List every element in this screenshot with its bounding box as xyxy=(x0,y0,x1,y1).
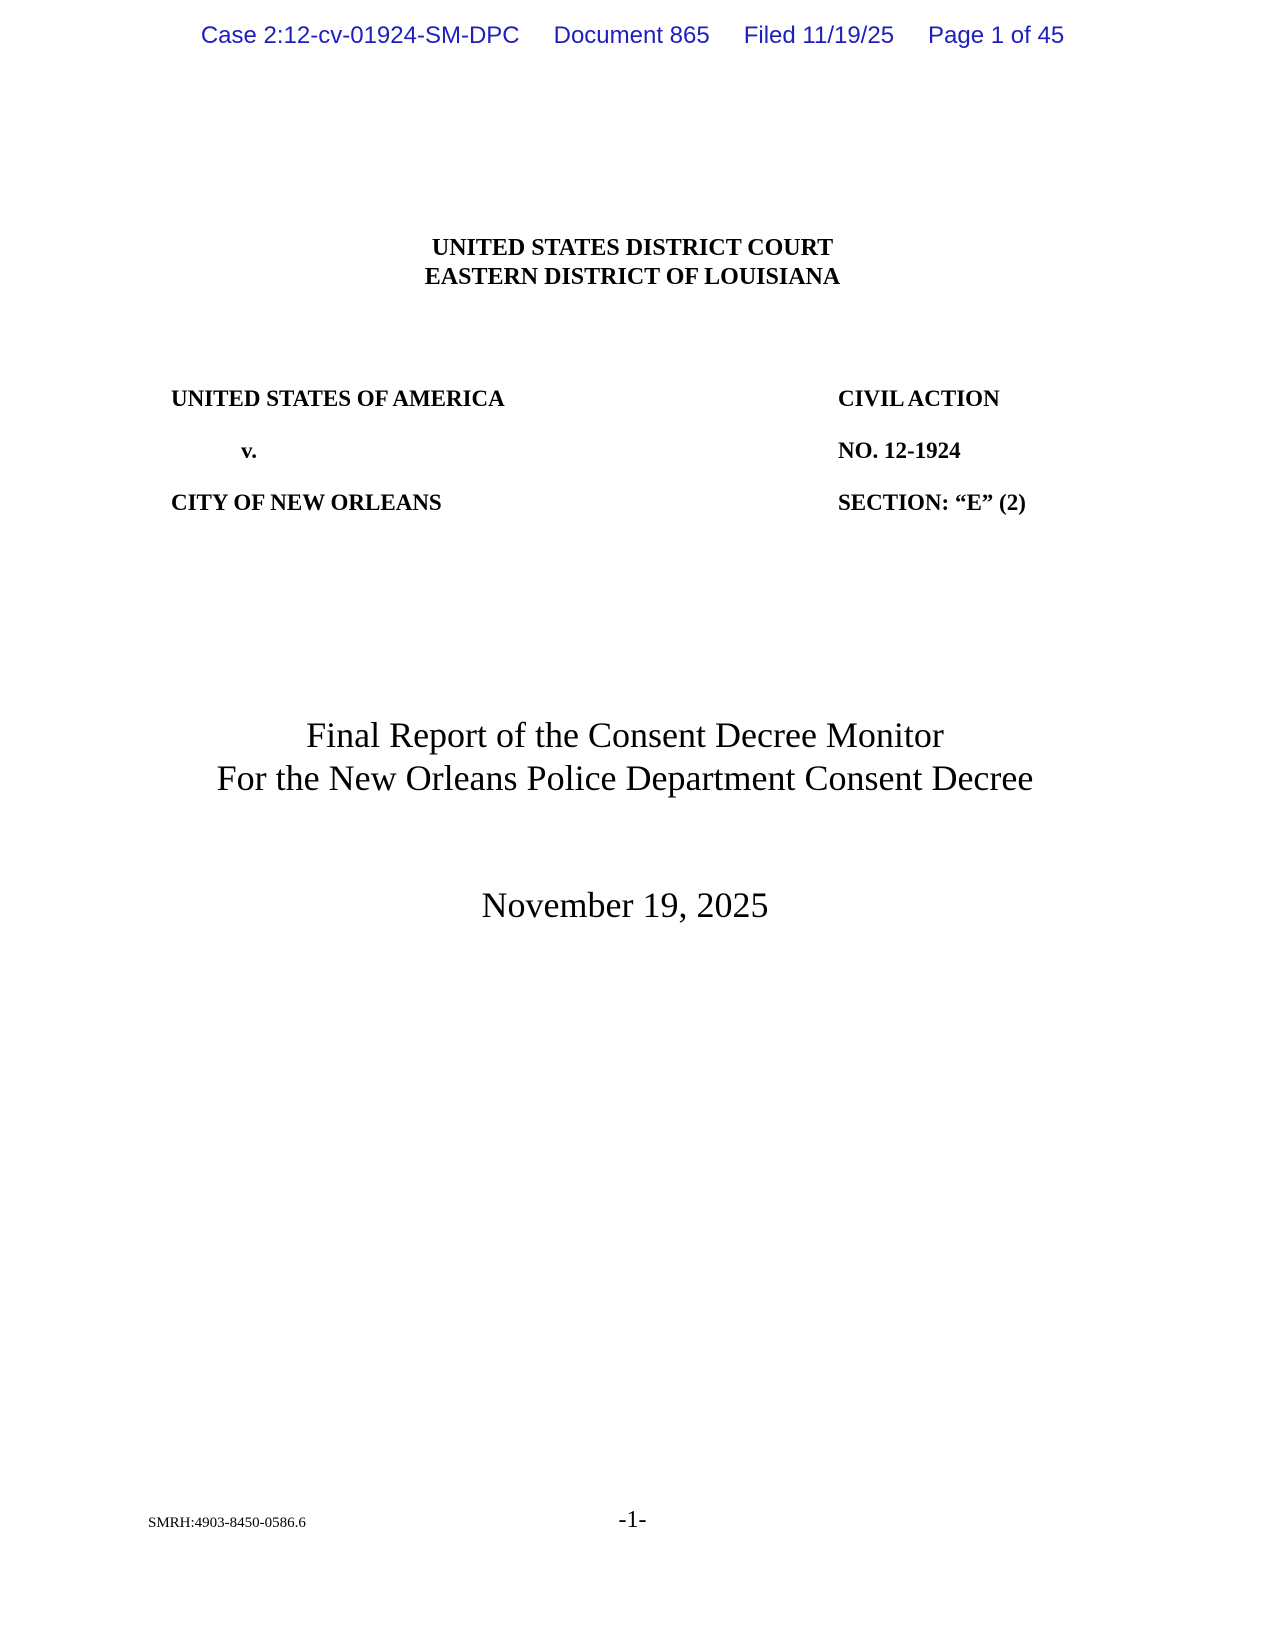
versus-label: v. xyxy=(241,438,257,463)
filed-date: Filed 11/19/25 xyxy=(743,22,895,49)
action-type: CIVIL ACTION xyxy=(838,386,1000,411)
action-number: NO. 12-1924 xyxy=(838,438,961,463)
report-title-line-2: For the New Orleans Police Department Consent Decree xyxy=(216,758,1034,798)
case-number: Case 2:12-cv-01924-SM-DPC xyxy=(200,22,520,49)
court-district-line: EASTERN DISTRICT OF LOUISIANA xyxy=(424,264,841,290)
report-date: November 19, 2025 xyxy=(481,885,769,925)
page-count: Page 1 of 45 xyxy=(928,22,1065,49)
footer-page-number: -1- xyxy=(618,1507,647,1533)
court-name-line: UNITED STATES DISTRICT COURT xyxy=(431,235,834,261)
filing-stamp-header xyxy=(0,22,1265,50)
report-title xyxy=(0,714,1250,800)
footer-document-id: SMRH:4903-8450-0586.6 xyxy=(148,1515,306,1531)
document-number: Document 865 xyxy=(553,22,710,49)
report-title-line-1: Final Report of the Consent Decree Monitor xyxy=(306,715,944,755)
plaintiff-name: UNITED STATES OF AMERICA xyxy=(171,386,505,411)
defendant-name: CITY OF NEW ORLEANS xyxy=(171,490,442,515)
section-label: SECTION: “E” (2) xyxy=(838,490,1026,515)
court-heading xyxy=(0,234,1265,292)
